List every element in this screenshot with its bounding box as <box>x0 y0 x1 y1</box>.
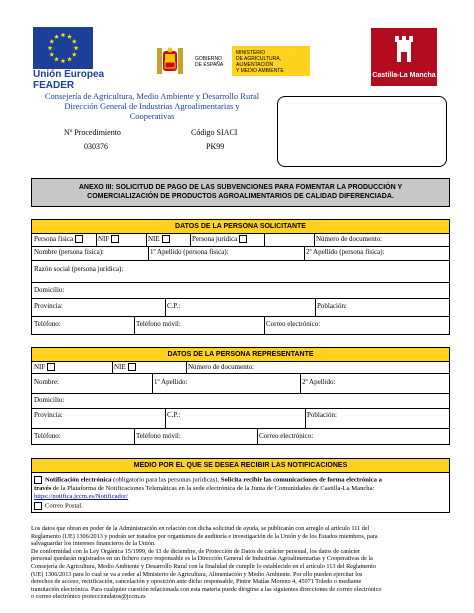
siaci-code-value: PK99 <box>206 142 225 151</box>
eu-star <box>61 32 66 37</box>
applicant-mobile-label: Teléfono móvil: <box>136 320 181 328</box>
applicant-address-label: Domicilio: <box>34 286 65 294</box>
siaci-code-label: Código SIACI <box>191 128 238 137</box>
applicant-phone-field[interactable] <box>32 317 134 334</box>
razon-social-field[interactable] <box>32 261 449 282</box>
rep-row-type <box>31 362 450 374</box>
legal-p2-line7: o correo electrónico protecciondatos@jccm.es <box>31 593 146 601</box>
rep-phone-field[interactable] <box>32 429 134 444</box>
applicant-province-field[interactable] <box>32 299 165 316</box>
procedure-number-label: Nº Procedimiento <box>64 128 121 137</box>
applicant-row-province <box>31 299 450 317</box>
legal-p2-line6: tramitación electrónica. <box>31 585 90 593</box>
applicant-mobile-field[interactable] <box>134 317 264 334</box>
applicant-document-number-field[interactable] <box>314 234 449 246</box>
legal-text <box>31 525 450 601</box>
rep-row-names <box>31 374 450 394</box>
eu-star <box>67 34 72 39</box>
representative-section-title: DATOS DE LA PERSONA REPRESENTANTE <box>31 347 450 362</box>
legal-p1-line1: Los datos que obran en poder de la Administración en relación con dicha solicitud de ayuda, se publicarán con arreglo al artículo 111 del <box>31 525 370 532</box>
eu-label-feader: FEADER <box>33 80 75 91</box>
rep-postcode-field[interactable] <box>165 409 305 428</box>
rep-row-phone <box>31 429 450 445</box>
electronic-notification-request: Solicita recibir las comunicaciones de forma electrónica a <box>220 476 382 484</box>
rep-nif-checkbox[interactable] <box>47 363 55 371</box>
applicant-email-field[interactable] <box>264 317 449 334</box>
applicant-town-field[interactable] <box>315 299 449 316</box>
rep-email-field[interactable] <box>257 429 449 444</box>
rep-address-field[interactable] <box>32 394 449 408</box>
applicant-address-field[interactable] <box>32 283 449 298</box>
organization-block <box>33 91 271 121</box>
spain-shield-icon <box>155 46 185 76</box>
rep-town-field[interactable] <box>305 409 449 428</box>
rep-phone-label: Teléfono: <box>34 432 61 440</box>
annex-title-line1: ANEXO III: SOLICITUD DE PAGO DE LAS SUBVENCIONES PARA FOMENTAR LA PRODUCCIÓN Y <box>78 184 403 191</box>
applicant-name-field[interactable] <box>32 247 148 260</box>
applicant-surname2-label: 2º Apellido (persona física): <box>306 248 385 256</box>
legal-p2-line4: (UE) 1306/2013 para lo cual se va a ceder al Ministerio de Agricultura, Alimentación y Medio Ambiente. Por ello pueden ejercitar los <box>31 570 363 578</box>
applicant-phone-label: Teléfono: <box>34 320 61 328</box>
eu-star <box>67 57 72 62</box>
electronic-notification-checkbox[interactable] <box>34 476 42 484</box>
applicant-document-number-label: Número de documento: <box>316 235 383 243</box>
electronic-notification-line2: de la Plataforma de Notificaciones Telemáticas en la sede electrónica de la Junta de Comunidades de Castilla-La Mancha: <box>52 484 375 492</box>
notifica-link[interactable]: https://notifica.jccm.es/Notificador/ <box>34 493 129 501</box>
razon-social-label: Razón social (persona jurídica): <box>34 265 124 273</box>
applicant-nif-checkbox[interactable] <box>111 235 119 243</box>
annex-title-line2: COMERCIALIZACIÓN DE PRODUCTOS AGROALIMENTARIOS DE CALIDAD DIFERENCIADA. <box>87 193 394 200</box>
rep-surname2-label: 2º Apellido: <box>302 378 336 386</box>
clm-logo <box>371 28 437 86</box>
applicant-town-label: Población: <box>317 302 347 310</box>
eu-star <box>72 39 77 44</box>
applicant-email-label: Correo electrónico: <box>266 320 321 328</box>
legal-p2-line5: derechos de acceso, rectificación, cancelación y oposición ante dicho responsable, Pintor Matías Moreno 4, 45071 Toledo o mediante <box>31 578 362 586</box>
gob-line1: GOBIERNO <box>195 56 222 62</box>
eu-star <box>54 57 59 62</box>
rep-surname2-field[interactable] <box>300 374 449 393</box>
postal-mail-label: Correo Postal. <box>45 502 83 510</box>
eu-label-union: Unión Europea <box>33 69 105 80</box>
procedure-number-value: 030376 <box>84 142 108 151</box>
legal-p2-line1: De conformidad con la Ley Orgánica 15/1999, de 13 de diciembre, de Protección de Datos de carácter personal, los datos de carácter <box>31 547 361 555</box>
org-line1: Consejería de Agricultura, Medio Ambiente y Desarrollo Rural <box>44 91 260 101</box>
notifications-options <box>31 473 450 513</box>
persona-juridica-label: Persona jurídica <box>192 235 238 243</box>
applicant-postcode-label: C.P.: <box>167 302 181 310</box>
postal-mail-checkbox[interactable] <box>34 502 42 510</box>
rep-surname1-label: 1º Apellido: <box>154 378 188 386</box>
eu-star <box>49 39 54 44</box>
rep-name-label: Nombre: <box>34 378 59 386</box>
rep-province-field[interactable] <box>32 409 165 428</box>
rep-address-label: Domicilio: <box>34 396 65 404</box>
applicant-surname2-field[interactable] <box>304 247 449 260</box>
ministry-line1: MINISTERIO <box>236 50 266 56</box>
annex-title-box <box>31 178 450 207</box>
legal-p2-line3: Consejería de Agricultura, Medio Ambiente y Desarrollo Rural con la finalidad de cumplir lo establecido en el artículo 113 del Reglamento <box>31 562 376 570</box>
applicant-section-title: DATOS DE LA PERSONA SOLICITANTE <box>31 219 450 234</box>
gob-line2: DE ESPAÑA <box>195 62 224 68</box>
applicant-surname1-field[interactable] <box>148 247 304 260</box>
applicant-row-domicilio <box>31 283 450 299</box>
electronic-notification-label: Notificación electrónica <box>45 476 112 484</box>
rep-row-domicilio <box>31 394 450 409</box>
legal-p2-line2: personal quedarán registrados en un fichero cuyo responsable es la Dirección General de Industrias Agroalimentarias y Cooperativas de la <box>31 555 373 563</box>
clm-name: Castilla-La Mancha <box>372 72 436 79</box>
ministry-block <box>232 46 310 76</box>
legal-p1-line2: Reglamento (UE) 1306/2013 y podrán ser tratados por organismos de auditoría e investigación de la Unión y de los Estados miembros, para <box>31 532 378 540</box>
rep-postcode-label: C.P.: <box>167 411 181 419</box>
registry-stamp-box <box>277 96 447 167</box>
rep-mobile-field[interactable] <box>134 429 257 444</box>
rep-document-number-label: Número de documento: <box>188 363 255 371</box>
eu-star <box>54 34 59 39</box>
rep-document-number-field[interactable] <box>186 362 449 373</box>
rep-nif-label: NIF <box>34 363 46 371</box>
rep-nie-label: NIE <box>114 363 126 371</box>
castle-icon <box>371 28 437 72</box>
ministry-line3: Y MEDIO AMBIENTE <box>236 68 284 74</box>
applicant-surname1-label: 1º Apellido (persona física): <box>150 248 229 256</box>
eu-star <box>61 58 66 63</box>
rep-surname1-field[interactable] <box>152 374 300 393</box>
applicant-row-razon <box>31 261 450 283</box>
rep-nie-checkbox[interactable] <box>128 363 136 371</box>
eu-star <box>74 45 79 50</box>
eu-star <box>72 52 77 57</box>
electronic-notification-line2-bold: través <box>34 484 52 492</box>
rep-mobile-label: Teléfono móvil: <box>136 432 181 440</box>
notifications-section-title: MEDIO POR EL QUE SE DESEA RECIBIR LAS NOTIFICACIONES <box>31 458 450 473</box>
applicant-row-type <box>31 234 450 247</box>
applicant-postcode-field[interactable] <box>165 299 315 316</box>
rep-name-field[interactable] <box>32 374 152 393</box>
electronic-notification-paren: (obligatorio para las personas jurídicas). <box>113 476 220 484</box>
legal-p1-line3: salvaguardar los intereses financieros de la Unión. <box>31 540 156 548</box>
rep-province-label: Provincia: <box>34 411 63 419</box>
rep-email-label: Correo electrónico: <box>259 432 314 440</box>
applicant-nie-label: NIE <box>148 235 160 243</box>
persona-fisica-checkbox[interactable] <box>75 235 83 243</box>
applicant-nif-label: NIF <box>98 235 110 243</box>
applicant-province-label: Provincia: <box>34 302 63 310</box>
applicant-row-phone <box>31 317 450 335</box>
ministry-line2: DE AGRICULTURA, ALIMENTACIÓN <box>236 56 281 68</box>
persona-juridica-checkbox[interactable] <box>239 235 247 243</box>
org-line2: Dirección General de Industrias Agroalimentarias y <box>64 101 240 111</box>
rep-row-province <box>31 409 450 429</box>
eu-stars-icon <box>33 27 93 69</box>
eu-star <box>49 52 54 57</box>
eu-star <box>48 45 53 50</box>
legal-p2-line6-rest: Para cualquier cuestión relacionada con esta materia puede dirigirse a las siguientes direcciones de correo electrónico <box>90 585 382 593</box>
applicant-name-label: Nombre (persona física): <box>34 248 104 256</box>
applicant-nie-checkbox[interactable] <box>162 235 170 243</box>
applicant-row-names <box>31 247 450 261</box>
persona-fisica-label: Persona física <box>34 235 74 243</box>
eu-logo <box>33 27 93 69</box>
rep-town-label: Población: <box>307 411 337 419</box>
org-line3: Cooperativas <box>129 111 175 121</box>
